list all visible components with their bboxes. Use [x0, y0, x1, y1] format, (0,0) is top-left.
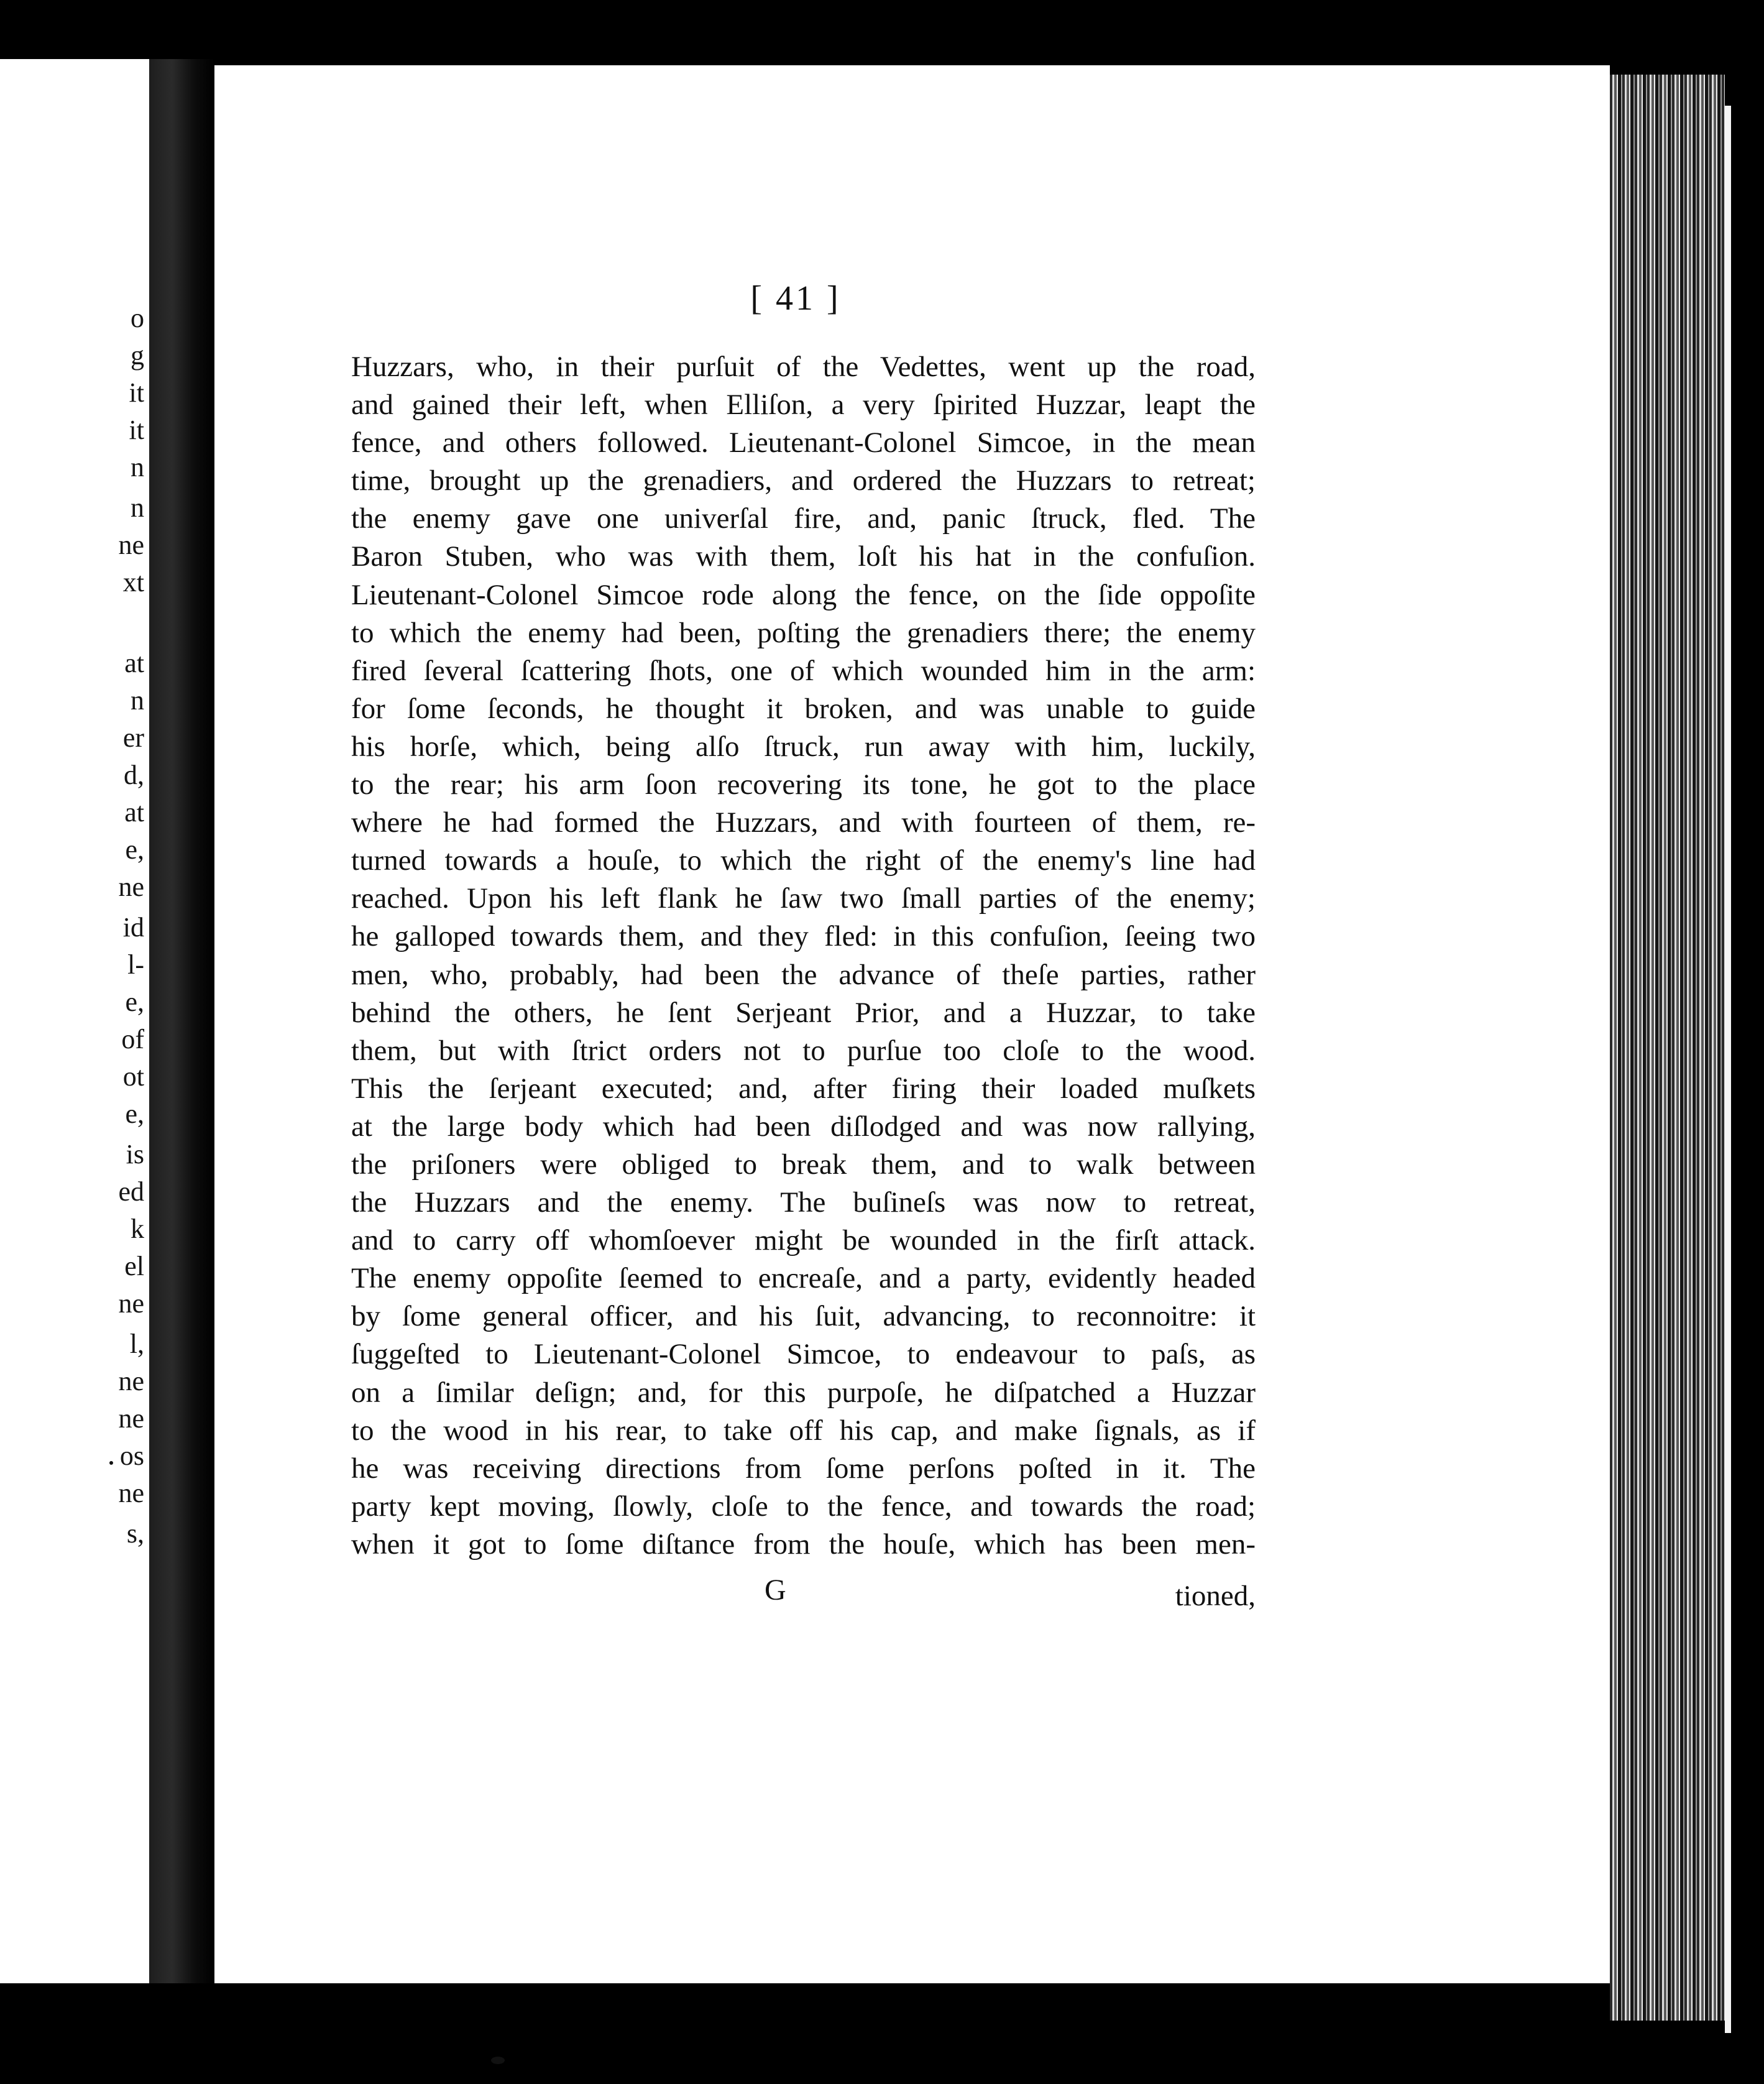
text-line: turned towards a houſe, to which the right of the enemy's line had — [351, 844, 1256, 877]
text-line: fired ſeveral ſcattering ſhots, one of which wounded him in the arm: — [351, 654, 1256, 687]
text-line: This the ſerjeant executed; and, after firing their loaded muſkets — [351, 1072, 1256, 1105]
signature-mark: G — [765, 1574, 786, 1607]
text-line: to which the enemy had been, poſting the grenadiers there; the enemy — [351, 616, 1256, 649]
text-line: the priſoners were obliged to break them, and to walk between — [351, 1148, 1256, 1181]
facing-page-text-fragment: ne — [118, 1288, 144, 1319]
facing-page-text-fragment: xt — [122, 567, 144, 597]
ink-speck — [109, 1461, 113, 1465]
facing-page-text-fragment: ne — [118, 1366, 144, 1396]
facing-page-text-fragment: g — [131, 340, 144, 371]
facing-page-text-fragment: o — [131, 303, 144, 333]
facing-page-text-fragment: l- — [127, 949, 144, 980]
text-line: where he had formed the Huzzars, and with fourteen of them, re- — [351, 806, 1256, 839]
text-line: Lieutenant-Colonel Simcoe rode along the fence, on the ſide oppoſite — [351, 578, 1256, 611]
text-line: at the large body which had been diſlodged and was now rallying, — [351, 1110, 1256, 1143]
page-fore-edge — [1610, 75, 1725, 2021]
text-line: men, who, probably, had been the advance of theſe parties, rather — [351, 958, 1256, 991]
book-gutter-shadow — [149, 59, 214, 1983]
facing-page-text-fragment: at — [124, 797, 144, 828]
text-line: to the wood in his rear, to take off his cap, and make ſignals, as if — [351, 1414, 1256, 1447]
text-line: time, brought up the grenadiers, and ordered the Huzzars to retreat; — [351, 464, 1256, 497]
facing-page-text-fragment: e, — [125, 834, 144, 865]
facing-page-text-fragment: er — [122, 722, 144, 753]
facing-page-text-fragment: n — [131, 685, 144, 716]
text-line: his horſe, which, being alſo ſtruck, run away with him, luckily, — [351, 730, 1256, 763]
facing-page-text-fragment: of — [121, 1024, 144, 1054]
facing-page-text-fragment: d, — [124, 760, 144, 790]
facing-page-text-fragment: k — [131, 1214, 144, 1244]
facing-page-text-fragment: e, — [125, 987, 144, 1017]
facing-page-text-fragment: l, — [129, 1329, 144, 1359]
facing-page-text-fragment: ne — [118, 1478, 144, 1508]
facing-page-text-fragment: el — [124, 1251, 144, 1281]
text-line: reached. Upon his left flank he ſaw two ſmall parties of the enemy; — [351, 882, 1256, 915]
text-line: and gained their left, when Elliſon, a very ſpirited Huzzar, leapt the — [351, 389, 1256, 422]
facing-page-text-fragment: it — [129, 415, 144, 445]
facing-page-text-fragment: ne — [118, 872, 144, 902]
facing-page-text-fragment: ed — [118, 1176, 144, 1207]
text-line: the enemy gave one univerſal fire, and, panic ſtruck, fled. The — [351, 502, 1256, 535]
text-line: on a ſimilar deſign; and, for this purpoſe, he diſpatched a Huzzar — [351, 1376, 1256, 1409]
facing-page-text-fragment: it — [129, 377, 144, 408]
catchword: tioned, — [1175, 1580, 1256, 1612]
text-line: party kept moving, ſlowly, cloſe to the fence, and towards the road; — [351, 1490, 1256, 1523]
text-line: Baron Stuben, who was with them, loſt his hat in the confuſion. — [351, 540, 1256, 573]
facing-page-text-fragment: id — [122, 912, 144, 943]
text-line: by ſome general officer, and his ſuit, advancing, to reconnoitre: it — [351, 1300, 1256, 1333]
text-line: to the rear; his arm ſoon recovering its tone, he got to the place — [351, 768, 1256, 801]
facing-page-text-fragment: ot — [122, 1061, 144, 1092]
text-line: the Huzzars and the enemy. The buſineſs was now to retreat, — [351, 1186, 1256, 1219]
text-line: and to carry off whomſoever might be wounded in the firſt attack. — [351, 1224, 1256, 1257]
text-line: when it got to ſome diſtance from the houſe, which has been men- — [351, 1528, 1256, 1561]
text-line: Huzzars, who, in their purſuit of the Vedettes, went up the road, — [351, 351, 1256, 383]
facing-page — [0, 59, 149, 1983]
text-line: behind the others, he ſent Serjeant Prior, and a Huzzar, to take — [351, 996, 1256, 1029]
text-line: for ſome ſeconds, he thought it broken, and was unable to guide — [351, 692, 1256, 725]
text-line: he was receiving directions from ſome perſons poſted in it. The — [351, 1452, 1256, 1485]
text-line: them, but with ſtrict orders not to purſue too cloſe to the wood. — [351, 1034, 1256, 1067]
facing-page-text-fragment: os — [119, 1441, 144, 1471]
facing-page-text-fragment: is — [126, 1139, 144, 1169]
page-number: [ 41 ] — [750, 279, 841, 318]
ink-speck — [491, 2057, 505, 2064]
facing-page-text-fragment: at — [124, 648, 144, 678]
facing-page-text-fragment: e, — [125, 1099, 144, 1129]
facing-page-text-fragment: n — [131, 492, 144, 523]
body-text — [351, 348, 1256, 1564]
facing-page-text-fragment: ne — [118, 1403, 144, 1434]
facing-page-text-fragment: n — [131, 452, 144, 482]
text-line: he galloped towards them, and they fled: in this confuſion, ſeeing two — [351, 920, 1256, 953]
text-line: The enemy oppoſite ſeemed to encreaſe, and a party, evidently headed — [351, 1262, 1256, 1295]
text-line: ſuggeſted to Lieutenant-Colonel Simcoe, to endeavour to paſs, as — [351, 1338, 1256, 1371]
facing-page-text-fragment: ne — [118, 530, 144, 560]
text-line: fence, and others followed. Lieutenant-Colonel Simcoe, in the mean — [351, 426, 1256, 459]
page-fore-edge-highlight — [1725, 106, 1731, 2033]
facing-page-text-fragment: s, — [126, 1518, 144, 1549]
